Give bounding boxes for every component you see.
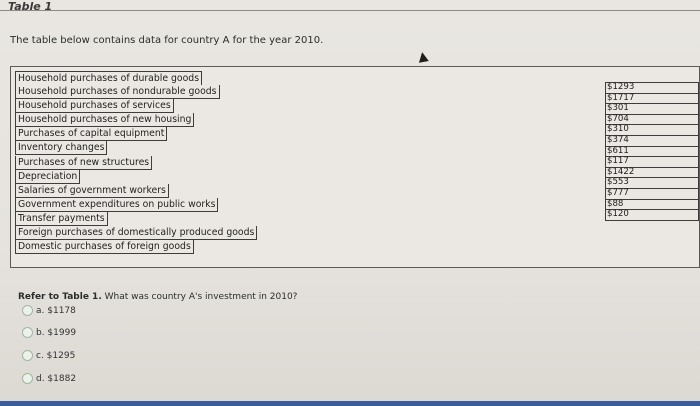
row-label: Inventory changes [15,141,107,155]
row-label: Transfer payments [15,212,108,226]
question-ref: Refer to Table 1. [18,292,102,302]
table-row [15,198,700,212]
question-text [18,292,297,302]
table-intro: The table below contains data for country A for the year 2010. [10,35,324,46]
data-table-labels [15,71,700,254]
row-value: $374 [606,136,698,147]
answer-option-b[interactable] [22,327,76,338]
top-divider [0,10,700,11]
row-value: $117 [606,157,698,168]
answer-option-d[interactable] [22,373,76,384]
table-row [15,226,700,240]
row-label: Household purchases of nondurable goods [15,85,220,99]
row-value: $553 [606,178,698,189]
option-label: b. $1999 [36,328,77,338]
option-label: d. $1882 [36,374,77,384]
radio-icon[interactable] [22,373,33,384]
data-table-values [605,82,699,221]
answer-option-a[interactable] [22,305,76,316]
option-label: c. $1295 [36,351,76,361]
row-value: $611 [606,147,698,158]
option-label: a. $1178 [36,306,76,316]
table-row [15,113,700,127]
row-label: Household purchases of services [15,99,174,113]
row-label: Purchases of new structures [15,156,152,170]
row-label: Purchases of capital equipment [15,127,167,141]
answer-option-c[interactable] [22,350,75,361]
radio-icon[interactable] [22,305,33,316]
row-value: $1717 [606,94,698,105]
table-row [15,209,700,226]
row-value: $120 [607,209,629,220]
radio-icon[interactable] [22,350,33,361]
bottom-bar [0,401,700,406]
table-row [15,240,700,254]
row-value: $301 [606,104,698,115]
row-value: $1293 [606,83,698,94]
row-label: Foreign purchases of domestically produced goods [15,226,257,240]
question-body: What was country A's investment in 2010? [104,292,298,302]
table-row [15,170,700,184]
row-label: Salaries of government workers [15,184,169,198]
row-label: Domestic purchases of foreign goods [15,240,194,254]
table-row [15,85,700,99]
row-label: Household purchases of durable goods [15,71,202,86]
table-row [15,156,700,170]
row-value: $1422 [606,168,698,179]
row-label: Household purchases of new housing [15,113,194,127]
table-row [15,141,700,155]
table-row [15,99,700,113]
row-value: $88 [606,200,698,211]
table-row [15,127,700,141]
table-title: Table 1 [8,0,53,13]
row-label: Government expenditures on public works [15,198,218,212]
row-value: $310 [606,125,698,136]
mouse-cursor-icon [417,51,429,63]
row-value: $704 [606,115,698,126]
radio-icon[interactable] [22,327,33,338]
row-value: $777 [606,189,698,200]
table-row [15,184,700,198]
row-label: Depreciation [15,170,80,184]
table-row [15,71,700,85]
